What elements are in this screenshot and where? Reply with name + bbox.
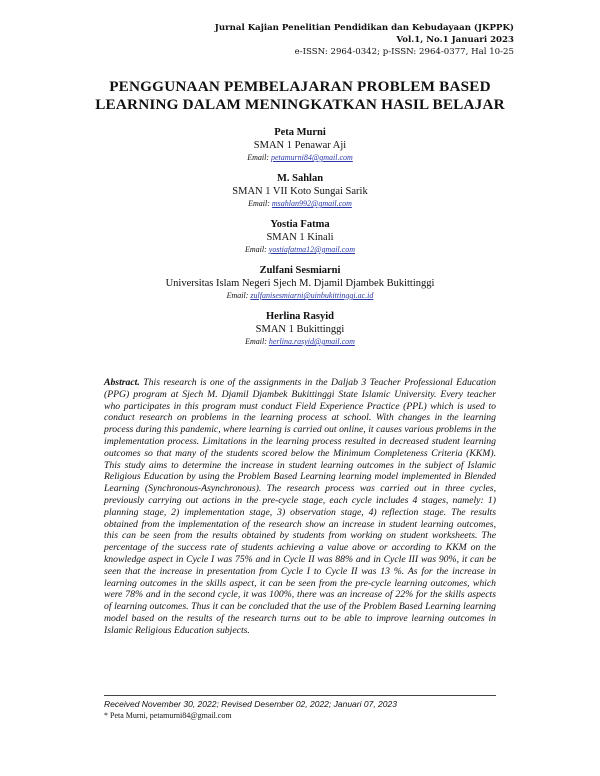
received-dates: Received November 30, 2022; Revised Desember 02, 2022; Januari 07, 2023 <box>104 699 397 709</box>
email-label: Email: <box>244 245 267 254</box>
footer-divider <box>104 695 496 696</box>
author-institution: Universitas Islam Negeri Sjech M. Djamil Djambek Bukittinggi <box>165 278 435 289</box>
author-email-link[interactable]: yostiafatma12@gmail.com <box>268 245 356 254</box>
author-name: M. Sahlan <box>276 173 324 184</box>
journal-volume: Vol.1, No.1 Januari 2023 <box>396 35 514 45</box>
email-label: Email: <box>248 199 270 208</box>
author-email-line <box>0 336 600 347</box>
abstract-text: This research is one of the assignments in the Daljab 3 Teacher Professional Education (PPG) program at Sjech M. Djamil Djambek Bukittinggi State Islamic University. Every teacher who participates in this program must conduct Field Experience Practice (PPL) which is used to conduct research on problems in the learning process at school. With changes in the learning process during this pandemic, where learning is carried out online, it causes various problems in the implementation process. Limitations in the learning process resulted in decreased student learning outcomes so that many of the students scored below the Minimum Completeness Criteria (KKM). This study aims to determine the increase in student learning outcomes in the subject of Islamic Religious Education by using the Problem Based Learning learning model implemented in Blended Learning (Synchronous-Asynchronous). The research process was carried out in three cycles, previously carrying out actions in the pre-cycle stage, each cycle includes 4 stages, namely: 1) planning stage, 2) implementation stage, 3) observation stage, 4) reflection stage. The results obtained from the implementation of the research show an increase in student learning outcomes, this can be seen from the results obtained by students from working on student worksheets. The percentage of the success rate of students achieving a value above or according to KKM on the knowledge aspect in Cycle I was 75% and in Cycle II was 88% and in Cycle III was 90%, it can be seen that the increase in presentation from Cycle I to Cycle II was 13 %. As for the increase in learning outcomes in the skills aspect, it can be seen from the pre-cycle learning outcomes, which were 78% and in the second cycle, it was 100%, there was an increase of 22% for the skills aspects of learning outcomes. Thus it can be concluded that the use of the Problem Based Learning learning model based on the results of the research turns out to be able to improve learning outcomes in Islamic Religious Education subjects. <box>104 377 497 636</box>
author-email-line <box>0 152 600 163</box>
author-email-link[interactable]: zulfanisesmiarni@uinbukittinggi.ac.id <box>250 291 374 300</box>
paper-title <box>0 78 600 114</box>
author-name: Yostia Fatma <box>270 219 330 230</box>
journal-header <box>215 22 514 58</box>
title-line-1: PENGGUNAAN PEMBELAJARAN PROBLEM BASED <box>109 78 491 95</box>
email-label: Email: <box>247 153 269 162</box>
author-list <box>0 126 600 356</box>
author-email-line <box>0 198 600 209</box>
author-institution: SMAN 1 Penawar Aji <box>253 140 347 151</box>
abstract-label: Abstract. <box>104 377 140 388</box>
author-name: Peta Murni <box>274 127 326 138</box>
email-label: Email: <box>245 337 267 346</box>
footer <box>104 695 496 721</box>
author-block <box>0 172 600 209</box>
abstract <box>104 377 496 637</box>
author-name: Zulfani Sesmiarni <box>259 265 341 276</box>
corresponding-author: * Peta Murni, petamurni84@gmail.com <box>104 711 232 720</box>
title-line-2: LEARNING DALAM MENINGKATKAN HASIL BELAJAR <box>95 96 505 113</box>
author-name: Herlina Rasyid <box>266 311 334 322</box>
author-institution: SMAN 1 Bukittinggi <box>255 324 345 335</box>
author-email-link[interactable]: petamurni84@gmail.com <box>270 153 353 162</box>
author-block <box>0 126 600 163</box>
journal-name: Jurnal Kajian Penelitian Pendidikan dan Kebudayaan (JKPPK) <box>214 23 514 33</box>
author-institution: SMAN 1 Kinali <box>266 232 334 243</box>
author-email-line <box>0 244 600 255</box>
author-email-line <box>0 290 600 301</box>
email-label: Email: <box>226 291 249 300</box>
author-block <box>0 264 600 301</box>
author-email-link[interactable]: msahlan992@gmail.com <box>271 199 352 208</box>
author-email-link[interactable]: herlina.rasyid@gmail.com <box>268 337 355 346</box>
author-institution: SMAN 1 VII Koto Sungai Sarik <box>232 186 368 197</box>
author-block <box>0 310 600 347</box>
author-block <box>0 218 600 255</box>
journal-issn: e-ISSN: 2964-0342; p-ISSN: 2964-0377, Hal 10-25 <box>294 47 514 57</box>
